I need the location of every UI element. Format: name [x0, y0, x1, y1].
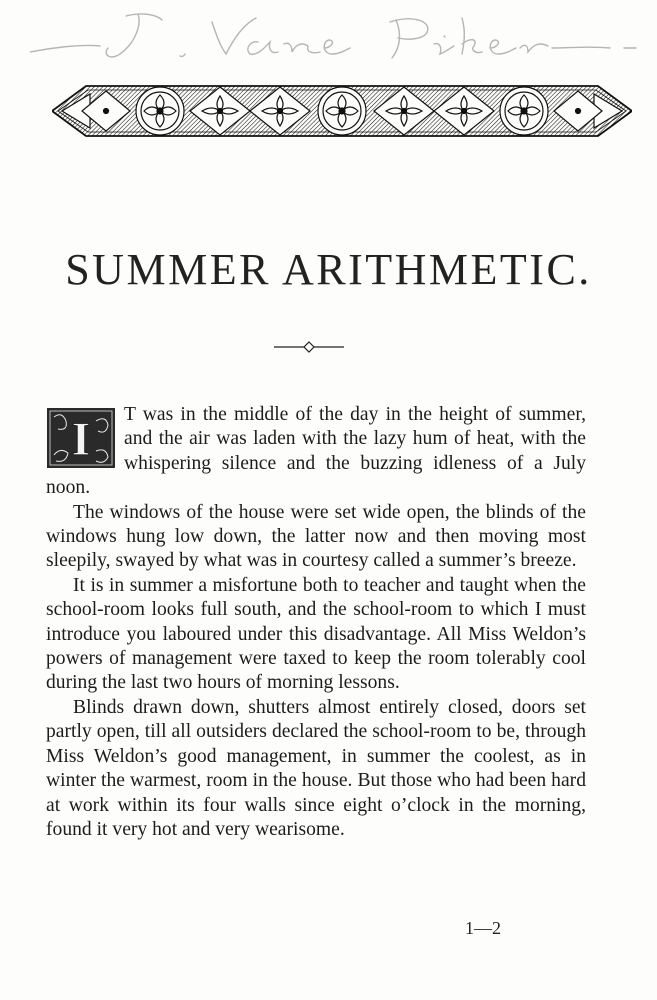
paragraph: T was in the middle of the day in the height of summer, and the air was laden with the lazy hum of heat, with the whispering silence and the buzzing idleness of a July noon.: [46, 404, 586, 499]
decorated-drop-cap: [46, 407, 116, 469]
signature-mark: 1—2: [465, 918, 501, 938]
ornamental-rule: [274, 340, 344, 354]
chapter-title: SUMMER ARITHMETIC.: [65, 245, 592, 294]
handwritten-signature: [30, 8, 650, 68]
paragraph: Blinds drawn down, shutters almost entirely closed, doors set partly open, till all outsiders declared the school-room to be, through Miss Weldon’s good management, in summer the coolest, as in winter the warmest, room in the house. But those who had been hard at work within its four walls since eight o’clock in the morning, found it very hot and very wearisome.: [46, 696, 586, 840]
ornamental-header-band: [52, 82, 632, 140]
paragraph: It is in summer a misfortune both to teacher and taught when the school-room looks full south, and the school-room to which I must introduce you laboured under this disadvantage. All Miss Weldon’s powers of management were taxed to keep the room tolerably cool during the last two hours of morning lessons.: [46, 574, 586, 694]
paragraph: The windows of the house were set wide open, the blinds of the windows hung low down, the latter now and then moving most sleepily, swayed by what was in courtesy called a summer’s breeze.: [46, 501, 586, 572]
body-text: [46, 403, 586, 842]
drop-cap-letter: I: [71, 413, 91, 466]
